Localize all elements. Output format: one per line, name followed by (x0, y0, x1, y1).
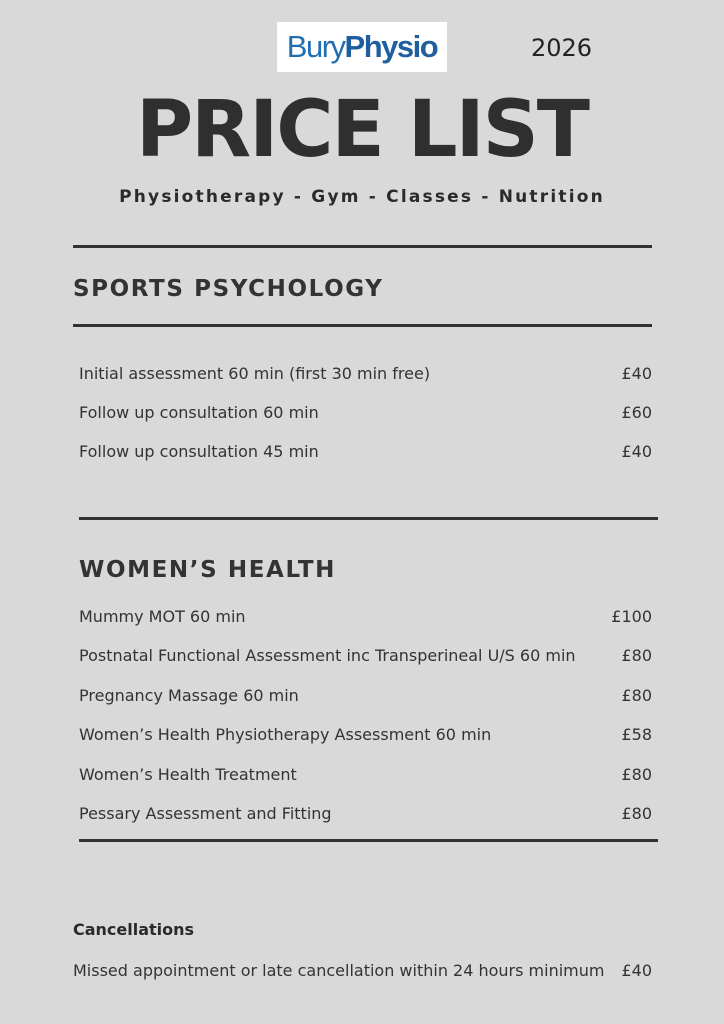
section-title-womens-health: WOMEN’S HEALTH (79, 557, 337, 583)
price-row (79, 801, 652, 825)
section-title-sports-psychology: SPORTS PSYCHOLOGY (73, 276, 384, 302)
price-row (79, 361, 652, 385)
price-row (79, 643, 652, 667)
service-price: £40 (621, 441, 652, 461)
page-subtitle: Physiotherapy - Gym - Classes - Nutrition (119, 187, 605, 207)
price-row (79, 439, 652, 463)
cancellation-row (73, 958, 652, 982)
service-price: £40 (621, 363, 652, 383)
service-label: Initial assessment 60 min (first 30 min free) (79, 363, 431, 383)
service-label: Mummy MOT 60 min (79, 606, 246, 626)
divider-top (73, 245, 652, 248)
service-price: £80 (621, 685, 652, 705)
service-label: Follow up consultation 45 min (79, 441, 319, 461)
service-label: Women’s Health Treatment (79, 764, 297, 784)
cancellations-title: Cancellations (73, 920, 195, 939)
price-row (79, 683, 652, 707)
price-row (79, 400, 652, 424)
logo-part-bury: Bury (286, 29, 345, 64)
service-price: £80 (621, 764, 652, 784)
service-price: £100 (611, 606, 652, 626)
price-row (79, 722, 652, 746)
year-label: 2026 (531, 34, 593, 62)
service-label: Pregnancy Massage 60 min (79, 685, 299, 705)
divider-womens-health-top (79, 517, 658, 520)
service-price: £58 (621, 724, 652, 744)
service-label: Women’s Health Physiotherapy Assessment 60 min (79, 724, 492, 744)
divider-sports-psychology (73, 324, 652, 327)
page-title: PRICE LIST (135, 85, 589, 175)
logo-part-physio: Physio (344, 29, 438, 64)
service-price: £60 (621, 402, 652, 422)
price-row (79, 762, 652, 786)
service-label: Follow up consultation 60 min (79, 402, 319, 422)
service-price: £80 (621, 803, 652, 823)
service-price: £80 (621, 645, 652, 665)
price-row (79, 604, 652, 628)
divider-womens-health-bottom (79, 839, 658, 842)
cancellation-price: £40 (621, 960, 652, 980)
service-label: Pessary Assessment and Fitting (79, 803, 332, 823)
bury-physio-logo (277, 22, 447, 72)
service-label: Postnatal Functional Assessment inc Transperineal U/S 60 min (79, 645, 576, 665)
cancellation-label: Missed appointment or late cancellation within 24 hours minimum (73, 960, 605, 980)
